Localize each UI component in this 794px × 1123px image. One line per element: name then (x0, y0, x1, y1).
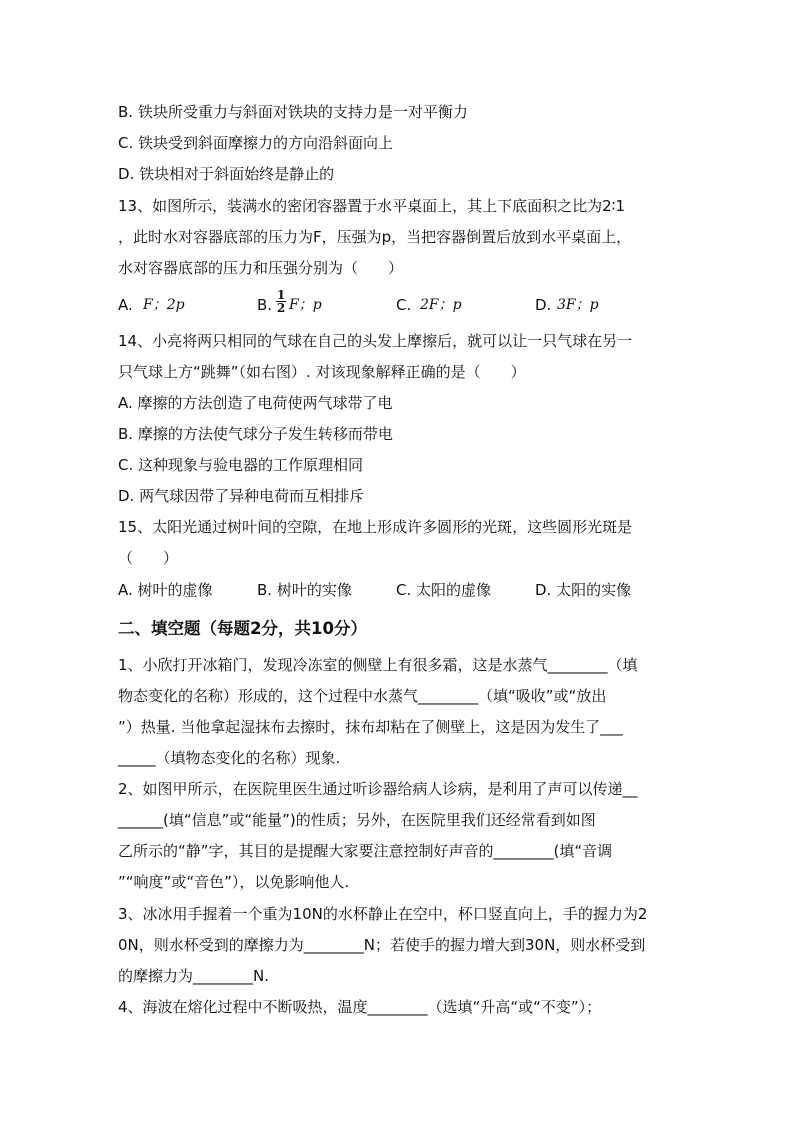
fill-q3-line-3: 的摩擦力为________N. (118, 967, 269, 985)
fill-q2-line-2: ______(填“信息”或“能量”)的性质；另外，在医院里我们还经常看到如图 (118, 811, 596, 829)
fill-q3-line-1: 3、冰冰用手握着一个重为10N的水杯静止在空中，杯口竖直向上，手的握力为2 (118, 905, 648, 923)
q13-option-b-prefix: B. (257, 296, 273, 314)
q14-option-b: B. 摩擦的方法使气球分子发生转移而带电 (118, 425, 393, 443)
q14-stem-line-1: 14、小亮将两只相同的气球在自己的头发上摩擦后，就可以让一只气球在另一 (118, 332, 633, 350)
q14-stem-line-2: 只气球上方“跳舞”（如右图）. 对该现象解释正确的是（ ） (118, 363, 526, 381)
q13-option-a-prefix: A. (118, 296, 133, 314)
q15-stem-line-1: 15、太阳光通过树叶间的空隙，在地上形成许多圆形的光斑，这些圆形光斑是 (118, 518, 633, 536)
q12-option-b: B. 铁块所受重力与斜面对铁块的支持力是一对平衡力 (118, 103, 468, 121)
fill-q2-line-3: 乙所示的“静”字，其目的是提醒大家要注意控制好声音的________(填“音调 (118, 842, 613, 860)
q13-option-a-value: F；2p (143, 297, 185, 313)
fill-q1-line-2: 物态变化的名称）形成的，这个过程中水蒸气________（填“吸收”或“放出 (118, 687, 607, 705)
q15-option-a: A. 树叶的虚像 (118, 581, 213, 599)
q14-option-a: A. 摩擦的方法创造了电荷使两气球带了电 (118, 394, 393, 412)
q13-option-c-prefix: C. (396, 296, 412, 314)
q13-stem-line-3: 水对容器底部的压力和压强分别为（ ） (118, 259, 404, 277)
fraction-numerator: 1 (276, 288, 286, 302)
fill-q1-line-1: 1、小欣打开冰箱门，发现冷冻室的侧壁上有很多霜，这是水蒸气________（填 (118, 656, 638, 674)
q14-option-d: D. 两气球因带了异种电荷而互相排斥 (118, 487, 365, 505)
fill-q3-line-2: 0N，则水杯受到的摩擦力为________N；若使手的握力增大到30N，则水杯受到 (118, 936, 646, 954)
q13-stem-line-2: ，此时水对容器底部的压力为F，压强为p，当把容器倒置后放到水平桌面上， (118, 228, 632, 246)
q13-option-d-value: 3F；p (557, 297, 599, 313)
fill-q1-line-3: ”）热量. 当他拿起湿抹布去擦时，抹布却粘在了侧壁上，这是因为发生了___ (118, 718, 623, 736)
q13-stem-line-1: 13、如图所示，装满水的密闭容器置于水平桌面上，其上下底面积之比为2∶1 (118, 197, 626, 215)
q15-option-d: D. 太阳的实像 (535, 581, 632, 599)
fill-q2-line-4: ”“响度”或“音色”），以免影响他人. (118, 873, 350, 891)
fill-q2-line-1: 2、如图甲所示，在医院里医生通过听诊器给病人诊病，是利用了声可以传递__ (118, 780, 638, 798)
q13-option-d-prefix: D. (535, 296, 552, 314)
fill-q1-line-4: _____（填物态变化的名称）现象. (118, 749, 341, 767)
q12-option-d: D. 铁块相对于斜面始终是静止的 (118, 165, 335, 183)
q13-option-c-value: 2F；p (420, 297, 462, 313)
q15-stem-line-2: （ ） (118, 549, 179, 567)
section-2-heading: 二、填空题（每题2分，共10分） (118, 619, 367, 638)
fraction-denominator: 2 (276, 301, 286, 315)
q12-option-c: C. 铁块受到斜面摩擦力的方向沿斜面向上 (118, 134, 394, 152)
q13-option-b-value: F；p (289, 297, 322, 313)
fill-q4-line-1: 4、海波在熔化过程中不断吸热，温度________（选填“升高“或“不变”）； (118, 998, 602, 1016)
one-half-fraction (276, 289, 286, 314)
q15-option-b: B. 树叶的实像 (257, 581, 352, 599)
q15-option-c: C. 太阳的虚像 (396, 581, 492, 599)
q14-option-c: C. 这种现象与验电器的工作原理相同 (118, 456, 364, 474)
